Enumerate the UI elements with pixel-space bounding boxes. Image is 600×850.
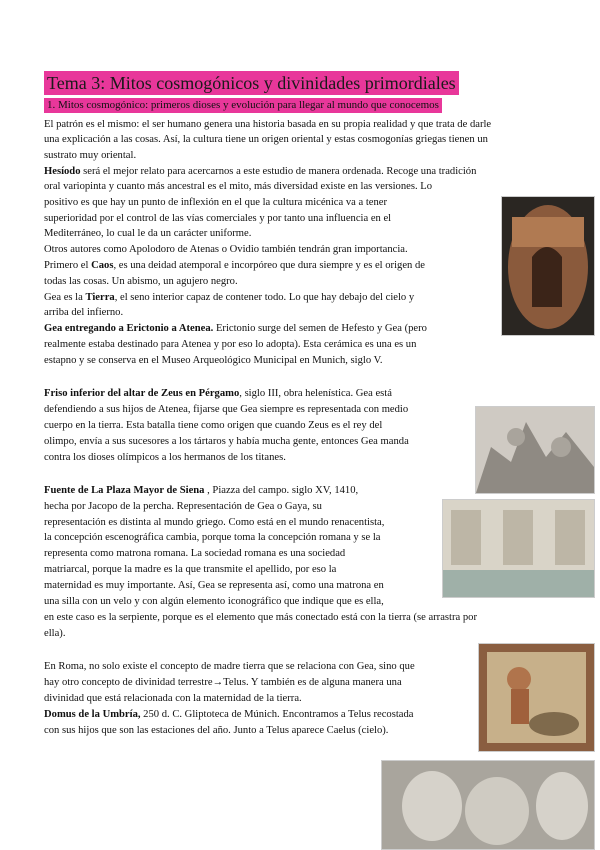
text-line: hecha por Jacopo de la percha. Representación de Gea o Gaya, su [44,501,322,512]
text-line: Gea entregando a Erictonio a Atenea. Erictonio surge del semen de Hefesto y Gea (pero [44,323,427,334]
text-line: Domus de la Umbría, 250 d. C. Gliptoteca de Múnich. Encontramos a Telus recostada [44,709,414,720]
text-line: superioridad por el control de las vías comerciales y por tanto una influencia en el [44,213,392,224]
text-line: realmente estaba destinado para Atenea y por eso lo adopta). Esta cerámica es una es un [44,339,417,350]
text-line: Gea es la Tierra, el seno interior capaz de contener todo. Lo que hay debajo del cielo y [44,292,415,303]
text-line: sustrato muy oriental. [44,150,137,161]
pergamo-frieze-image [475,406,595,494]
umbria-mosaic-image [478,643,595,752]
text-line: con sus hijos que son las estaciones del año. Junto a Telus aparece Caelus (cielo). [44,725,389,736]
text-line: contra los dioses olímpicos a los hermanos de los titanes. [44,452,286,463]
text-line: divinidad que está relacionada con la maternidad de la tierra. [44,693,302,704]
text-line: cuerpo en la tierra. Esta batalla tiene como origen que cuando Zeus es el rey del [44,420,383,431]
text-line: En Roma, no solo existe el concepto de madre tierra que se relaciona con Gea, sino que [44,661,415,672]
gea-erictonio-vase-image [501,196,595,336]
text-line: Hesíodo será el mejor relato para acercarnos a este estudio de manera ordenada. Recoge una tradición [44,166,477,177]
text-line: defendiendo a sus hijos de Atenea, fijarse que Gea siempre es representada con medio [44,404,409,415]
text-line: olimpo, envía a sus sucesores a los tártaros y había mucha gente, entonces Gea manda [44,436,409,447]
text-line: una silla con un velo y con algún elemento iconográfico que indique que es ella, [44,596,384,607]
text-line: una explicación a las cosas. Así, la cultura tiene un origen oriental y estas cosmogonías griegas tienen un [44,134,488,145]
page-title: Tema 3: Mitos cosmogónicos y divinidades primordiales [44,71,459,95]
text-line: Mediterráneo, lo cual le da un carácter uniforme. [44,228,252,239]
text-line: ella). [44,628,66,639]
relief-bottom-image [381,760,595,850]
text-line: Primero el Caos, es una deidad atemporal e incorpóreo que dura siempre y es el origen de [44,260,425,271]
text-line: Friso inferior del altar de Zeus en Pérgamo, siglo III, obra helenística. Gea está [44,388,392,399]
text-line: representa como matrona romana. La sociedad romana es una sociedad [44,548,346,559]
text-line: Otros autores como Apolodoro de Atenas o Ovidio también tendrán gran importancia. [44,244,408,255]
text-line: estapno y se conserva en el Museo Arqueológico Municipal en Munich, siglo V. [44,355,383,366]
text-line: maternidad es muy importante. Así, Gea se representa así, como una matrona en [44,580,384,591]
text-line: todas las cosas. Un abismo, un agujero negro. [44,276,238,287]
text-line: la concepción escenográfica cambia, porque toma la concepción romana y se la [44,532,381,543]
text-line: hay otro concepto de divinidad terrestre→Telus. Y también es de alguna manera una [44,677,402,688]
text-line: en este caso es la serpiente, porque es el elemento que más conectado está con la tierra (se arrastra por [44,612,477,623]
text-line: arriba del infierno. [44,307,124,318]
text-line: El patrón es el mismo: el ser humano genera una historia basada en su propia realidad y que trata de darle [44,119,492,130]
text-line: matriarcal, porque la madre es la que transmite el apellido, por eso la [44,564,337,575]
section-heading: 1. Mitos cosmogónico: primeros dioses y evolución para llegar al mundo que conocemos [44,98,442,113]
siena-fountain-image [442,499,595,598]
text-line: representación es distinta al mundo griego. Como está en el mundo renacentista, [44,517,385,528]
text-line: Fuente de La Plaza Mayor de Siena , Piazza del campo. siglo XV, 1410, [44,485,359,496]
text-line: oral variopinta y cuanto más ancestral es el mito, más diversidad existe en las versiones. Lo [44,181,433,192]
text-line: positivo es que hay un punto de inflexión en el que la cultura micénica va a tener [44,197,388,208]
